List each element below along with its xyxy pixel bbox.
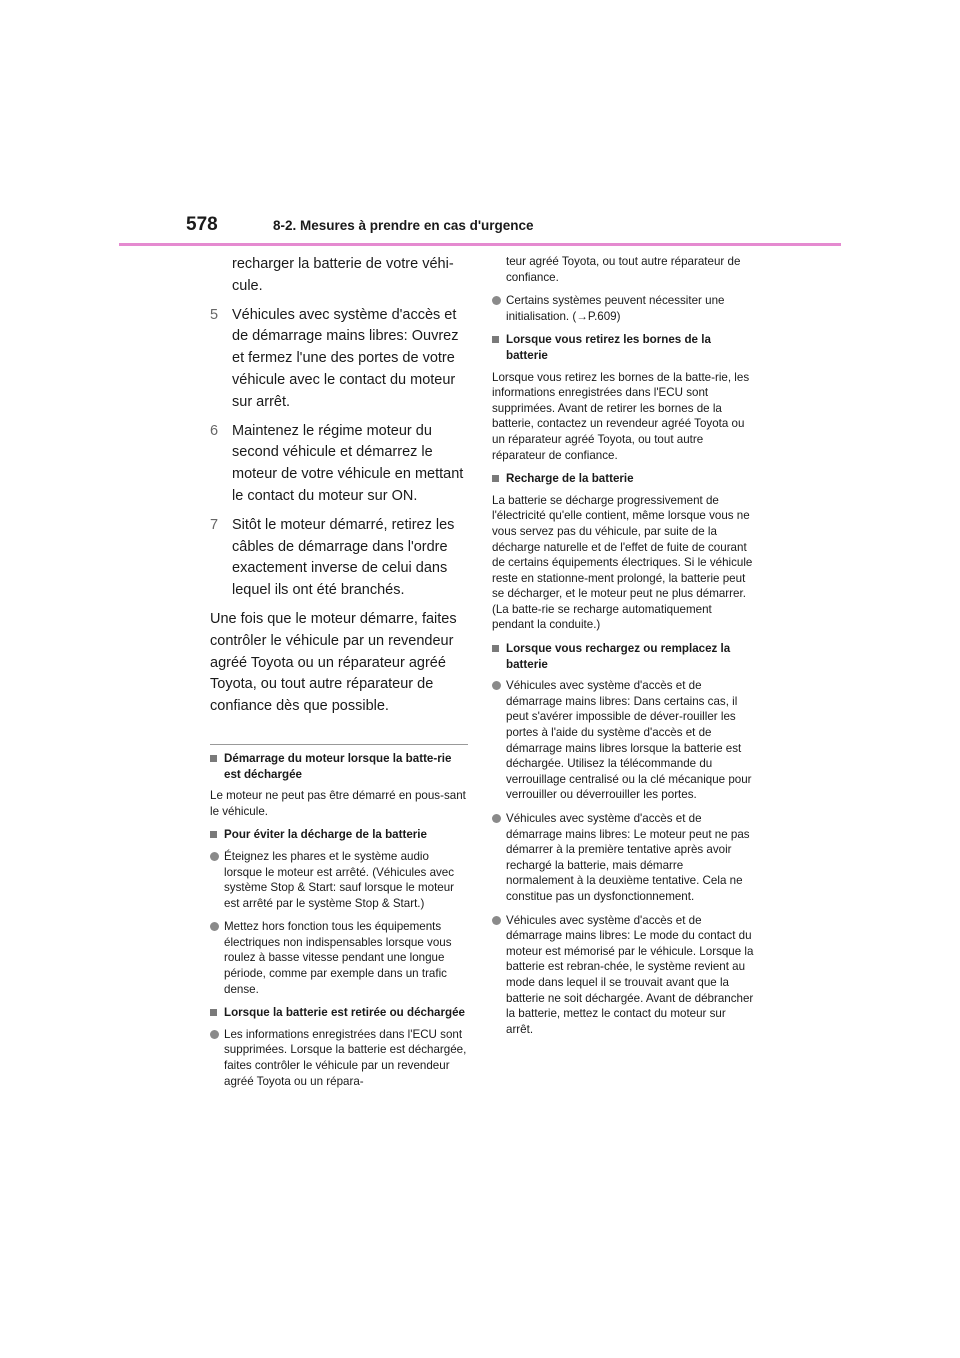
- note-paragraph: Lorsque vous retirez les bornes de la batte-rie, les informations enregistrées dans l'ECU sont supprimées. Avant de retirer les bornes de la batterie, contactez un revendeur agréé Toyota ou un réparateur agréé Toyota, ou tout autre réparateur de confiance.: [492, 370, 750, 462]
- note-bullet-text: Véhicules avec système d'accès et de démarrage mains libres: Le moteur peut ne pas démarrer à la première tentative après avoir rechargé la batterie, mais démarre normalement à la deuxième tentative. Cela ne constitue pas un dysfonctionnement.: [506, 812, 750, 903]
- note-heading: [210, 827, 468, 843]
- page-number: 578: [186, 214, 218, 235]
- note-bullet-text: Les informations enregistrées dans l'ECU sont supprimées. Lorsque la batterie est déchargée, faites contrôler le véhicule par un revendeur agréé Toyota ou un répara-: [224, 1027, 467, 1088]
- step-number: 7: [210, 516, 219, 533]
- note-heading: [492, 471, 754, 487]
- note-heading-text: Pour éviter la décharge de la batterie: [224, 828, 427, 842]
- step-number: 6: [210, 422, 219, 439]
- note-bullet: [210, 919, 468, 997]
- circle-bullet-icon: [492, 916, 501, 925]
- square-bullet-icon: [492, 645, 499, 652]
- note-bullet-text: Véhicules avec système d'accès et de démarrage mains libres: Le mode du contact du moteur est mémorisé par le véhicule. Lorsque la batterie est rebran-chée, le système revient au mode dans lequel il se trouvait avant que la batterie ne soit déchargée. Avant de débrancher la batterie, mettez le contact du moteur sur arrêt.: [506, 913, 754, 1036]
- step-text: Sitôt le moteur démarré, retirez les câbles de démarrage dans l'ordre exactement inverse de celui dans lequel ils ont été branchés.: [232, 516, 455, 599]
- square-bullet-icon: [492, 336, 499, 343]
- section-title: 8-2. Mesures à prendre en cas d'urgence: [273, 218, 534, 233]
- note-bullet: [210, 849, 468, 911]
- circle-bullet-icon: [210, 852, 219, 861]
- left-column: [210, 254, 468, 1097]
- notes-divider: [210, 744, 468, 745]
- step-text: Véhicules avec système d'accès et de démarrage mains libres: Ouvrez et fermez l'une des portes de votre véhicule avec le contact du moteur sur arrêt.: [232, 306, 459, 410]
- note-bullet: [492, 913, 754, 1038]
- note-paragraph: La batterie se décharge progressivement de l'électricité qu'elle contient, même lorsque vous ne vous servez pas du véhicule, par suite de la décharge naturelle et de l'effet de fuite de courant de certains équipements électriques. Si le véhicule reste en stationne-ment prolongé, la batterie peut se décharger, et le moteur peut ne plus démarrer. (La batte-rie se recharge automatiquement pendant la conduite.): [492, 493, 753, 632]
- step-item: [210, 305, 468, 414]
- note-bullet-text: Mettez hors fonction tous les équipements électriques non indispensables lorsque vous roulez à basse vitesse pendant une longue période, comme par exemple dans un trafic dense.: [224, 920, 452, 996]
- note-bullet: [492, 811, 754, 905]
- square-bullet-icon: [492, 475, 499, 482]
- circle-bullet-icon: [492, 814, 501, 823]
- note-paragraph: Le moteur ne peut pas être démarré en pous-sant le véhicule.: [210, 789, 466, 818]
- notes-section: [210, 751, 468, 1089]
- after-steps-paragraph: Une fois que le moteur démarre, faites contrôler le véhicule par un revendeur agréé Toyota ou un réparateur agréé Toyota, ou tout autre réparateur de confiance dès que possible.: [210, 610, 457, 715]
- step-item: [210, 421, 468, 508]
- right-column: [492, 254, 754, 1045]
- note-bullet-text: Véhicules avec système d'accès et de démarrage mains libres: Dans certains cas, il peut s'avérer impossible de déver-rouiller les portes à l'aide du système d'accès et de démarrage mains libres lorsque la batterie est déchargée. Utilisez la télécommande du verrouillage centralisé ou la clé mécanique pour verrouiller ou déverrouiller les portes.: [506, 679, 752, 802]
- note-heading: [492, 332, 754, 363]
- circle-bullet-icon: [492, 681, 501, 690]
- header-rule: [119, 243, 841, 246]
- step-text: Maintenez le régime moteur du second véhicule et démarrez le moteur de votre véhicule en mettant le contact du moteur sur ON.: [232, 422, 464, 504]
- continued-bullet-text: teur agréé Toyota, ou tout autre réparateur de confiance.: [506, 255, 741, 284]
- step-item: [210, 515, 468, 602]
- note-heading-text: Lorsque vous rechargez ou remplacez la batterie: [506, 642, 731, 671]
- note-heading-text: Lorsque vous retirez les bornes de la batterie: [506, 333, 711, 362]
- note-heading: [492, 641, 754, 672]
- note-bullet-text: Éteignez les phares et le système audio lorsque le moteur est arrêté. (Véhicules avec système Stop & Start: sauf lorsque le moteur est arrêté par le système Stop & Start.): [224, 849, 455, 910]
- square-bullet-icon: [210, 1009, 217, 1016]
- note-bullet: [492, 678, 754, 803]
- circle-bullet-icon: [210, 1030, 219, 1039]
- note-heading: [210, 751, 468, 782]
- note-bullet: [492, 293, 754, 324]
- square-bullet-icon: [210, 831, 217, 838]
- circle-bullet-icon: [210, 922, 219, 931]
- note-heading: [210, 1005, 468, 1021]
- circle-bullet-icon: [492, 296, 501, 305]
- note-bullet: [210, 1027, 468, 1089]
- note-heading-text: Recharge de la batterie: [506, 472, 634, 486]
- square-bullet-icon: [210, 755, 217, 762]
- note-heading-text: Démarrage du moteur lorsque la batte-rie est déchargée: [224, 751, 452, 781]
- step-number: 5: [210, 306, 219, 323]
- continued-step-text: recharger la batterie de votre véhi-cule.: [232, 256, 454, 294]
- note-bullet-text: Certains systèmes peuvent nécessiter une initialisation. (→P.609): [506, 294, 725, 323]
- note-heading-text: Lorsque la batterie est retirée ou déchargée: [224, 1006, 465, 1020]
